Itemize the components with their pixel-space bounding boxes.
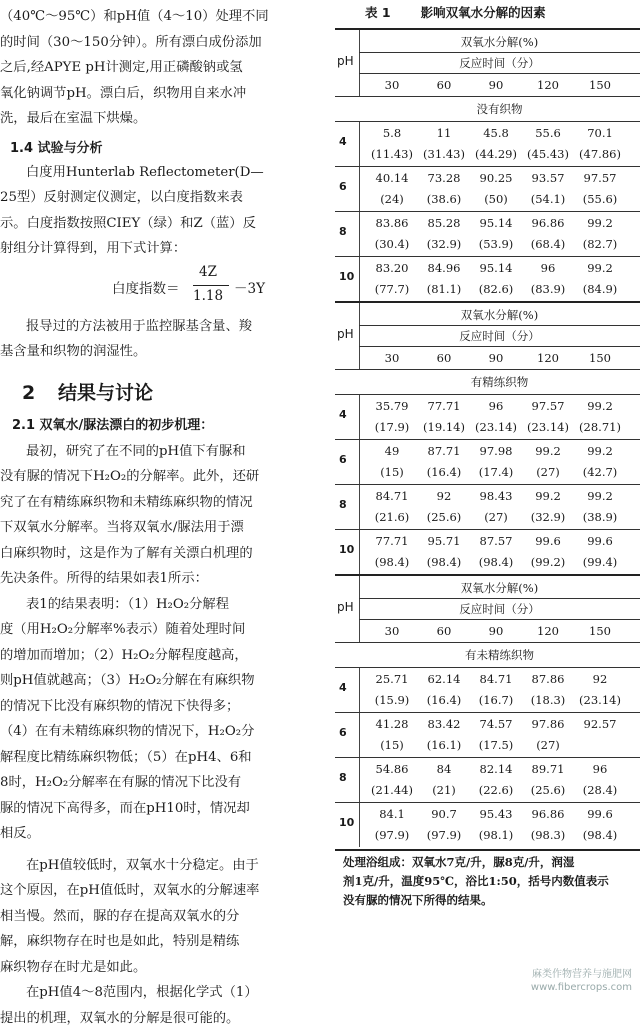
decomp-without-urea-cell: (38.9) [573, 507, 627, 528]
decomp-without-urea-cell: (82.6) [469, 279, 523, 300]
decomp-without-urea-cell: (98.1) [469, 825, 523, 846]
decomp-header: 双氧水分解(%) [359, 578, 640, 598]
text-line: （4）在有未精练麻织物的情况下，H₂O₂分 [0, 719, 330, 745]
decomp-header: 双氧水分解(%) [359, 32, 640, 52]
decomp-without-urea-cell: (18.3) [521, 690, 575, 711]
ph-row-group [335, 212, 640, 256]
decomp-with-urea-cell: 97.57 [573, 168, 627, 189]
row-divider [359, 212, 360, 256]
ph-value: 6 [339, 726, 347, 739]
decomp-without-urea-cell: (53.9) [469, 234, 523, 255]
ph-value: 10 [339, 816, 354, 829]
text-line: 之后,经APYE pH计测定,用正磷酸钠或氢 [0, 55, 330, 81]
decomp-without-urea-cell: (23.14) [573, 690, 627, 711]
watermark [531, 968, 632, 994]
row-divider [359, 668, 360, 712]
decomp-with-urea-cell: 96.86 [521, 804, 575, 825]
decomp-without-urea-cell: (97.9) [365, 825, 419, 846]
text-line: 洗，最后在室温下烘燥。 [0, 106, 330, 132]
decomp-without-urea-cell: (17.9) [365, 417, 419, 438]
decomp-with-urea-cell: 90.7 [417, 804, 471, 825]
formula-denominator: 1.18 [193, 288, 223, 304]
section-heading-2-1: 2.1 双氧水/脲法漂白的初步机理： [0, 413, 330, 439]
decomp-with-urea-cell: 87.71 [417, 441, 471, 462]
decomp-header: 双氧水分解(%) [359, 305, 640, 325]
table-note [335, 851, 640, 910]
decomp-with-urea-cell: 99.2 [573, 486, 627, 507]
ph-value: 8 [339, 771, 347, 784]
decomp-with-urea-cell: 84 [417, 759, 471, 780]
text-line: 脲的情况下高得多，而在pH10时，情况却 [0, 796, 330, 822]
decomp-without-urea-cell: (83.9) [521, 279, 575, 300]
text-line: 提出的机理，双氧水的分解是很可能的。 [0, 1006, 330, 1031]
decomp-with-urea-cell: 5.8 [365, 123, 419, 144]
decomp-without-urea-cell: (15) [365, 735, 419, 756]
section-number: 2 [22, 373, 58, 413]
decomp-without-urea-cell: (16.4) [417, 462, 471, 483]
decomp-without-urea-cell: (21) [417, 780, 471, 801]
time-column-header: 150 [573, 74, 627, 96]
decomp-with-urea-cell: 83.20 [365, 258, 419, 279]
text-line: 最初，研究了在不同的pH值下有脲和 [0, 439, 330, 465]
decomp-without-urea-cell: (27) [521, 735, 575, 756]
decomp-with-urea-cell: 85.28 [417, 213, 471, 234]
text-line: 没有脲的情况下H₂O₂的分解率。此外，还研 [0, 464, 330, 490]
table-caption: 影响双氧水分解的因素 [421, 5, 546, 20]
decomp-with-urea-cell: 93.57 [521, 168, 575, 189]
decomp-with-urea-cell: 11 [417, 123, 471, 144]
note-line: 剂1克/升，温度95℃，浴比1:50，括号内数值表示 [343, 872, 632, 891]
ph-row-group [335, 668, 640, 712]
ph-row-group [335, 485, 640, 529]
decomp-without-urea-cell: (16.4) [417, 690, 471, 711]
formula-lhs: 白度指数＝ [112, 277, 180, 297]
decomp-with-urea-cell: 99.2 [521, 486, 575, 507]
ph-row-group [335, 257, 640, 301]
decomp-without-urea-cell: (31.43) [417, 144, 471, 165]
fabric-condition-label: 没有织物 [335, 97, 640, 121]
table-column [335, 0, 640, 1000]
decomp-with-urea-cell: 99.6 [521, 531, 575, 552]
ph-row-group [335, 758, 640, 802]
decomp-without-urea-cell: (21.6) [365, 507, 419, 528]
time-column-header: 30 [365, 74, 419, 96]
text-line: 射组分计算得到，用下式计算： [0, 236, 330, 262]
decomp-with-urea-cell: 95.14 [469, 213, 523, 234]
decomp-with-urea-cell: 99.2 [573, 258, 627, 279]
ph-value: 8 [339, 498, 347, 511]
ph-row-group [335, 167, 640, 211]
data-table [335, 28, 640, 847]
fabric-condition-label: 有精练织物 [335, 370, 640, 394]
time-column-header: 60 [417, 620, 471, 642]
decomp-without-urea-cell: (32.9) [521, 507, 575, 528]
table-number: 表 1 [365, 5, 391, 20]
decomp-without-urea-cell: (22.6) [469, 780, 523, 801]
decomp-without-urea-cell: (16.7) [469, 690, 523, 711]
decomp-without-urea-cell: (84.9) [573, 279, 627, 300]
decomp-without-urea-cell: (38.6) [417, 189, 471, 210]
ph-row-group [335, 530, 640, 574]
ph-value: 6 [339, 180, 347, 193]
decomp-without-urea-cell: (17.4) [469, 462, 523, 483]
decomp-without-urea-cell: (25.6) [417, 507, 471, 528]
method-paragraph [0, 314, 330, 365]
decomp-with-urea-cell: 92 [417, 486, 471, 507]
time-header: 反应时间（分） [359, 326, 640, 346]
time-column-header: 150 [573, 347, 627, 369]
decomp-without-urea-cell: (81.1) [417, 279, 471, 300]
time-column-header: 60 [417, 347, 471, 369]
ph-value: 10 [339, 543, 354, 556]
row-divider [359, 803, 360, 847]
decomp-without-urea-cell: (32.9) [417, 234, 471, 255]
text-line: 先决条件。所得的结果如表1所示： [0, 566, 330, 592]
text-line: 这个原因，在pH值低时，双氧水的分解速率 [0, 878, 330, 904]
decomp-without-urea-cell: (25.6) [521, 780, 575, 801]
decomp-with-urea-cell: 99.6 [573, 804, 627, 825]
text-line: 的情况下比没有麻织物的情况下快得多； [0, 694, 330, 720]
note-line: 处理浴组成：双氧水7克/升，脲8克/升，润湿 [343, 853, 632, 872]
text-line: 在pH值4～8范围内，根据化学式（1） [0, 980, 330, 1006]
decomp-without-urea-cell: (98.4) [469, 552, 523, 573]
decomp-without-urea-cell: (98.4) [365, 552, 419, 573]
decomp-with-urea-cell: 96 [469, 396, 523, 417]
text-line: 白度用Hunterlab Reflectometer(D— [0, 160, 330, 186]
decomp-without-urea-cell: (27) [469, 507, 523, 528]
decomp-without-urea-cell: (15.9) [365, 690, 419, 711]
ph-row-group [335, 440, 640, 484]
decomp-with-urea-cell: 55.6 [521, 123, 575, 144]
text-line: 25型）反射测定仪测定，以白度指数来表 [0, 185, 330, 211]
text-line: 下双氧水分解率。当将双氧水/脲法用于漂 [0, 515, 330, 541]
decomp-without-urea-cell: (55.6) [573, 189, 627, 210]
text-line: （40℃～95℃）和pH值（4～10）处理不同 [0, 4, 330, 30]
decomp-with-urea-cell: 90.25 [469, 168, 523, 189]
table-block [335, 574, 640, 847]
decomp-with-urea-cell: 95.14 [469, 258, 523, 279]
row-divider [359, 530, 360, 574]
decomp-with-urea-cell: 77.71 [365, 531, 419, 552]
ph-header: pH [337, 600, 354, 614]
decomp-without-urea-cell: (23.14) [521, 417, 575, 438]
text-line: 度（用H₂O₂分解率%表示）随着处理时间 [0, 617, 330, 643]
text-line: 示。白度指数按照CIEY（绿）和Z（蓝）反 [0, 211, 330, 237]
time-column-header: 120 [521, 347, 575, 369]
time-column-header: 120 [521, 74, 575, 96]
time-column-header: 90 [469, 74, 523, 96]
text-line: 白麻织物时，这是作为了解有关漂白机理的 [0, 541, 330, 567]
whiteness-formula [0, 262, 330, 314]
decomp-without-urea-cell: (98.4) [573, 825, 627, 846]
row-divider [359, 440, 360, 484]
decomp-without-urea-cell: (98.3) [521, 825, 575, 846]
row-divider [359, 758, 360, 802]
text-line: 究了在有精练麻织物和未精练麻织物的情况 [0, 490, 330, 516]
decomp-without-urea-cell: (44.29) [469, 144, 523, 165]
paragraph-1 [0, 439, 330, 592]
text-line: 氧化钠调节pH。漂白后，织物用自来水冲 [0, 81, 330, 107]
decomp-with-urea-cell: 84.96 [417, 258, 471, 279]
row-divider [359, 167, 360, 211]
text-line: 麻织物存在时尤是如此。 [0, 955, 330, 981]
decomp-with-urea-cell: 99.2 [573, 396, 627, 417]
ph-row-group [335, 395, 640, 439]
decomp-with-urea-cell: 54.86 [365, 759, 419, 780]
decomp-without-urea-cell: (99.2) [521, 552, 575, 573]
ph-value: 10 [339, 270, 354, 283]
ph-header: pH [337, 327, 354, 341]
decomp-with-urea-cell: 96.86 [521, 213, 575, 234]
ph-value: 6 [339, 453, 347, 466]
ph-value: 4 [339, 681, 347, 694]
decomp-without-urea-cell: (99.4) [573, 552, 627, 573]
row-divider [359, 485, 360, 529]
time-header: 反应时间（分） [359, 53, 640, 73]
table-block [335, 301, 640, 574]
text-line: 相当慢。然而，脲的存在提高双氧水的分 [0, 904, 330, 930]
decomp-with-urea-cell: 87.86 [521, 669, 575, 690]
ph-header: pH [337, 54, 354, 68]
decomp-with-urea-cell: 96 [521, 258, 575, 279]
decomp-with-urea-cell: 84.71 [469, 669, 523, 690]
paragraph-3 [0, 853, 330, 981]
decomp-with-urea-cell: 49 [365, 441, 419, 462]
decomp-with-urea-cell: 99.6 [573, 531, 627, 552]
decomp-with-urea-cell: 77.71 [417, 396, 471, 417]
watermark-line: 麻类作物营养与施肥网 [531, 968, 632, 981]
decomp-with-urea-cell: 82.14 [469, 759, 523, 780]
watermark-line: www.fibercrops.com [531, 981, 632, 994]
decomp-without-urea-cell: (30.4) [365, 234, 419, 255]
decomp-without-urea-cell: (11.43) [365, 144, 419, 165]
ph-value: 4 [339, 408, 347, 421]
fabric-condition-label: 有未精练织物 [335, 643, 640, 667]
paragraph-4 [0, 980, 330, 1031]
time-column-header: 60 [417, 74, 471, 96]
decomp-with-urea-cell: 97.98 [469, 441, 523, 462]
decomp-without-urea-cell: (28.71) [573, 417, 627, 438]
row-divider [359, 122, 360, 166]
decomp-with-urea-cell: 97.57 [521, 396, 575, 417]
decomp-without-urea-cell: (21.44) [365, 780, 419, 801]
decomp-with-urea-cell: 73.28 [417, 168, 471, 189]
time-column-header: 30 [365, 347, 419, 369]
time-column-header: 150 [573, 620, 627, 642]
time-column-header: 90 [469, 620, 523, 642]
ph-value: 8 [339, 225, 347, 238]
row-divider [359, 395, 360, 439]
text-line: 解，麻织物存在时也是如此，特别是精练 [0, 929, 330, 955]
decomp-without-urea-cell: (54.1) [521, 189, 575, 210]
decomp-without-urea-cell: (16.1) [417, 735, 471, 756]
section-heading-2 [0, 373, 330, 413]
text-line: 报导过的方法被用于监控脲基含量、羧 [0, 314, 330, 340]
row-divider [359, 713, 360, 757]
decomp-with-urea-cell: 99.2 [573, 441, 627, 462]
decomp-with-urea-cell: 89.71 [521, 759, 575, 780]
decomp-without-urea-cell: (23.14) [469, 417, 523, 438]
decomp-without-urea-cell: (68.4) [521, 234, 575, 255]
text-line: 相反。 [0, 821, 330, 847]
decomp-with-urea-cell: 84.1 [365, 804, 419, 825]
decomp-without-urea-cell: (98.4) [417, 552, 471, 573]
decomp-with-urea-cell: 97.86 [521, 714, 575, 735]
decomp-without-urea-cell: (47.86) [573, 144, 627, 165]
decomp-without-urea-cell: (97.9) [417, 825, 471, 846]
decomp-with-urea-cell: 95.43 [469, 804, 523, 825]
text-line: 表1的结果表明：（1）H₂O₂分解程 [0, 592, 330, 618]
decomp-with-urea-cell: 45.8 [469, 123, 523, 144]
decomp-without-urea-cell: (50) [469, 189, 523, 210]
text-line: 基含量和织物的润湿性。 [0, 339, 330, 365]
decomp-without-urea-cell: (42.7) [573, 462, 627, 483]
decomp-with-urea-cell: 41.28 [365, 714, 419, 735]
decomp-with-urea-cell: 99.2 [521, 441, 575, 462]
ph-row-group [335, 713, 640, 757]
decomp-with-urea-cell: 83.42 [417, 714, 471, 735]
intro-paragraph [0, 4, 330, 132]
section-title: 结果与讨论 [58, 373, 153, 413]
ph-row-group [335, 803, 640, 847]
decomp-with-urea-cell: 92 [573, 669, 627, 690]
decomp-with-urea-cell: 62.14 [417, 669, 471, 690]
decomp-with-urea-cell: 35.79 [365, 396, 419, 417]
section-heading-1-4: 1.4 试验与分析 [0, 138, 330, 160]
formula-rhs: －3Y [234, 277, 265, 297]
text-line: 在pH值较低时，双氧水十分稳定。由于 [0, 853, 330, 879]
paragraph-2 [0, 592, 330, 847]
decomp-without-urea-cell: (27) [521, 462, 575, 483]
decomp-without-urea-cell: (24) [365, 189, 419, 210]
decomp-without-urea-cell: (28.4) [573, 780, 627, 801]
decomp-with-urea-cell: 95.71 [417, 531, 471, 552]
time-column-header: 90 [469, 347, 523, 369]
decomp-with-urea-cell: 84.71 [365, 486, 419, 507]
decomp-without-urea-cell: (19.14) [417, 417, 471, 438]
text-line: 解程度比精练麻织物低；（5）在pH4、6和 [0, 745, 330, 771]
decomp-with-urea-cell: 40.14 [365, 168, 419, 189]
formula-numerator: 4Z [199, 264, 217, 280]
analysis-paragraph [0, 160, 330, 262]
ph-row-group [335, 122, 640, 166]
table-title [335, 0, 640, 28]
note-line: 没有脲的情况下所得的结果。 [343, 891, 632, 910]
time-header: 反应时间（分） [359, 599, 640, 619]
decomp-with-urea-cell: 74.57 [469, 714, 523, 735]
time-column-header: 120 [521, 620, 575, 642]
row-divider [359, 257, 360, 301]
decomp-with-urea-cell: 70.1 [573, 123, 627, 144]
decomp-without-urea-cell: (45.43) [521, 144, 575, 165]
decomp-with-urea-cell: 87.57 [469, 531, 523, 552]
decomp-without-urea-cell: (82.7) [573, 234, 627, 255]
fraction-bar [193, 285, 229, 286]
decomp-with-urea-cell: 83.86 [365, 213, 419, 234]
decomp-with-urea-cell: 92.57 [573, 714, 627, 735]
ph-value: 4 [339, 135, 347, 148]
decomp-with-urea-cell: 25.71 [365, 669, 419, 690]
decomp-without-urea-cell: (15) [365, 462, 419, 483]
table-block [335, 28, 640, 301]
decomp-without-urea-cell: (17.5) [469, 735, 523, 756]
text-line: 则pH值就越高；（3）H₂O₂分解在有麻织物 [0, 668, 330, 694]
text-line: 的增加而增加；（2）H₂O₂分解程度越高， [0, 643, 330, 669]
decomp-with-urea-cell: 99.2 [573, 213, 627, 234]
text-line: 8时，H₂O₂分解率在有脲的情况下比没有 [0, 770, 330, 796]
time-column-header: 30 [365, 620, 419, 642]
decomp-with-urea-cell: 96 [573, 759, 627, 780]
decomp-with-urea-cell: 98.43 [469, 486, 523, 507]
decomp-without-urea-cell: (77.7) [365, 279, 419, 300]
text-line: 的时间（30～150分钟）。所有漂白成份添加 [0, 30, 330, 56]
